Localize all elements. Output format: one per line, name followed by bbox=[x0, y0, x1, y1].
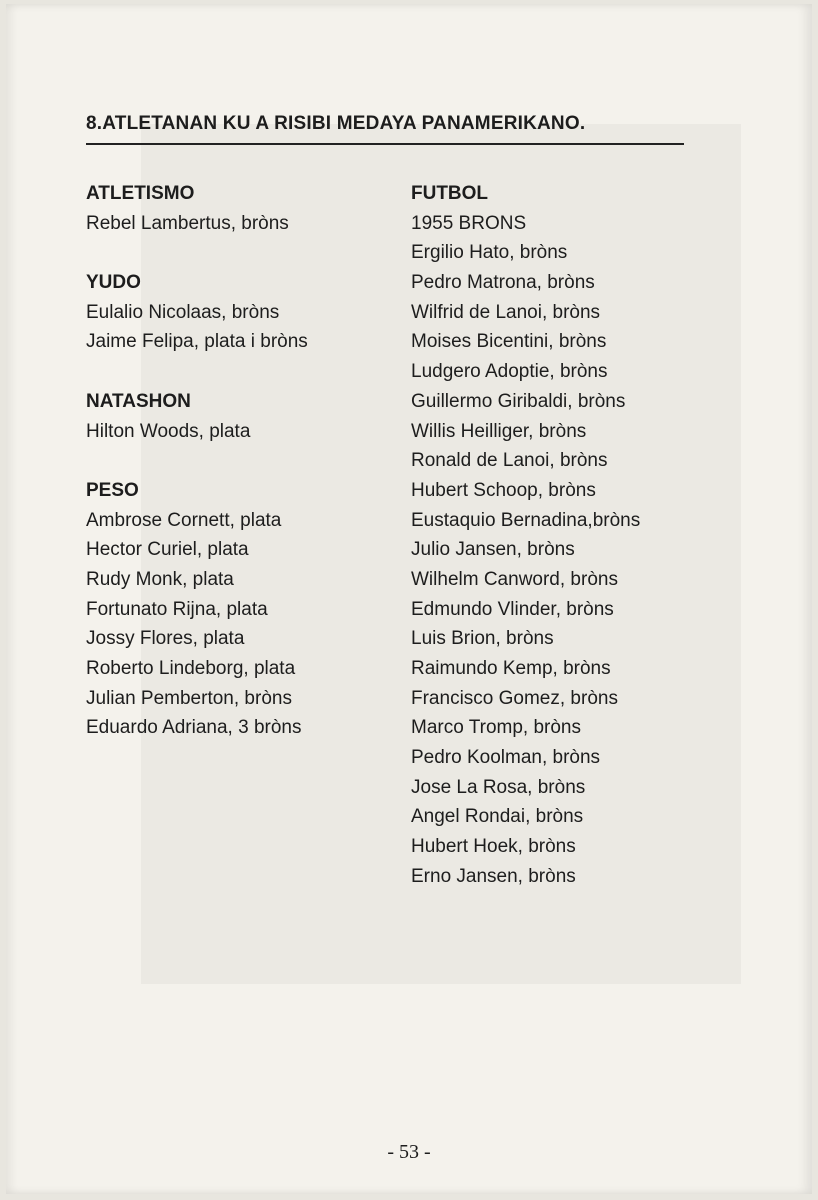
list-item: Eulalio Nicolaas, bròns bbox=[86, 301, 280, 323]
list-item: Ambrose Cornett, plata bbox=[86, 509, 282, 531]
section-natashon bbox=[86, 387, 386, 446]
section-heading: YUDO bbox=[86, 272, 141, 294]
list-item: Angel Rondai, bròns bbox=[411, 806, 584, 828]
list-item: Ronald de Lanoi, bròns bbox=[411, 450, 608, 472]
list-item: Ergilio Hato, bròns bbox=[411, 242, 568, 264]
list-item: Willis Heilliger, bròns bbox=[411, 420, 587, 442]
page-number: - 53 - bbox=[387, 1141, 431, 1163]
list-item: Jaime Felipa, plata i bròns bbox=[86, 331, 308, 353]
section-yudo bbox=[86, 268, 386, 357]
document-page bbox=[6, 4, 812, 1194]
section-peso bbox=[86, 476, 386, 743]
list-item: Roberto Lindeborg, plata bbox=[86, 658, 296, 679]
right-column bbox=[411, 179, 711, 892]
list-item: Ludgero Adoptie, bròns bbox=[411, 361, 608, 383]
list-item: Rebel Lambertus, bròns bbox=[86, 212, 289, 234]
list-item: Erno Jansen, bròns bbox=[411, 865, 576, 887]
list-item: Raimundo Kemp, bròns bbox=[411, 658, 611, 679]
list-item: Julian Pemberton, bròns bbox=[86, 687, 292, 709]
page-title: 8.ATLETANAN KU A RISIBI MEDAYA PANAMERIKANO. bbox=[86, 113, 586, 134]
left-column bbox=[86, 179, 386, 743]
list-item: Marco Tromp, bròns bbox=[411, 717, 581, 739]
list-item: Eustaquio Bernadina,bròns bbox=[411, 509, 641, 531]
section-atletismo bbox=[86, 179, 386, 238]
list-item: Edmundo Vlinder, bròns bbox=[411, 598, 614, 620]
list-item: Hector Curiel, plata bbox=[86, 539, 249, 561]
section-heading: FUTBOL bbox=[411, 183, 489, 204]
list-item: Hubert Hoek, bròns bbox=[411, 836, 576, 858]
list-item: Guillermo Giribaldi, bròns bbox=[411, 390, 626, 412]
list-item: Francisco Gomez, bròns bbox=[411, 687, 618, 709]
list-item: Julio Jansen, bròns bbox=[411, 539, 575, 561]
list-item: Hubert Schoop, bròns bbox=[411, 479, 596, 501]
list-item: Wilhelm Canword, bròns bbox=[411, 568, 618, 590]
section-heading: NATASHON bbox=[86, 390, 191, 412]
list-item: Fortunato Rijna, plata bbox=[86, 598, 268, 620]
list-item: Eduardo Adriana, 3 bròns bbox=[86, 717, 302, 739]
section-heading: PESO bbox=[86, 479, 139, 501]
list-item: Hilton Woods, plata bbox=[86, 420, 251, 442]
section-subheading: 1955 BRONS bbox=[411, 212, 527, 234]
list-item: Luis Brion, bròns bbox=[411, 628, 554, 650]
list-item: Pedro Koolman, bròns bbox=[411, 747, 601, 769]
list-item: Jose La Rosa, bròns bbox=[411, 776, 586, 798]
section-heading: ATLETISMO bbox=[86, 183, 195, 204]
list-item: Pedro Matrona, bròns bbox=[411, 272, 595, 294]
list-item: Wilfrid de Lanoi, bròns bbox=[411, 301, 601, 323]
title-underline bbox=[86, 143, 684, 145]
list-item: Moises Bicentini, bròns bbox=[411, 331, 607, 353]
list-item: Jossy Flores, plata bbox=[86, 628, 245, 650]
list-item: Rudy Monk, plata bbox=[86, 568, 234, 590]
